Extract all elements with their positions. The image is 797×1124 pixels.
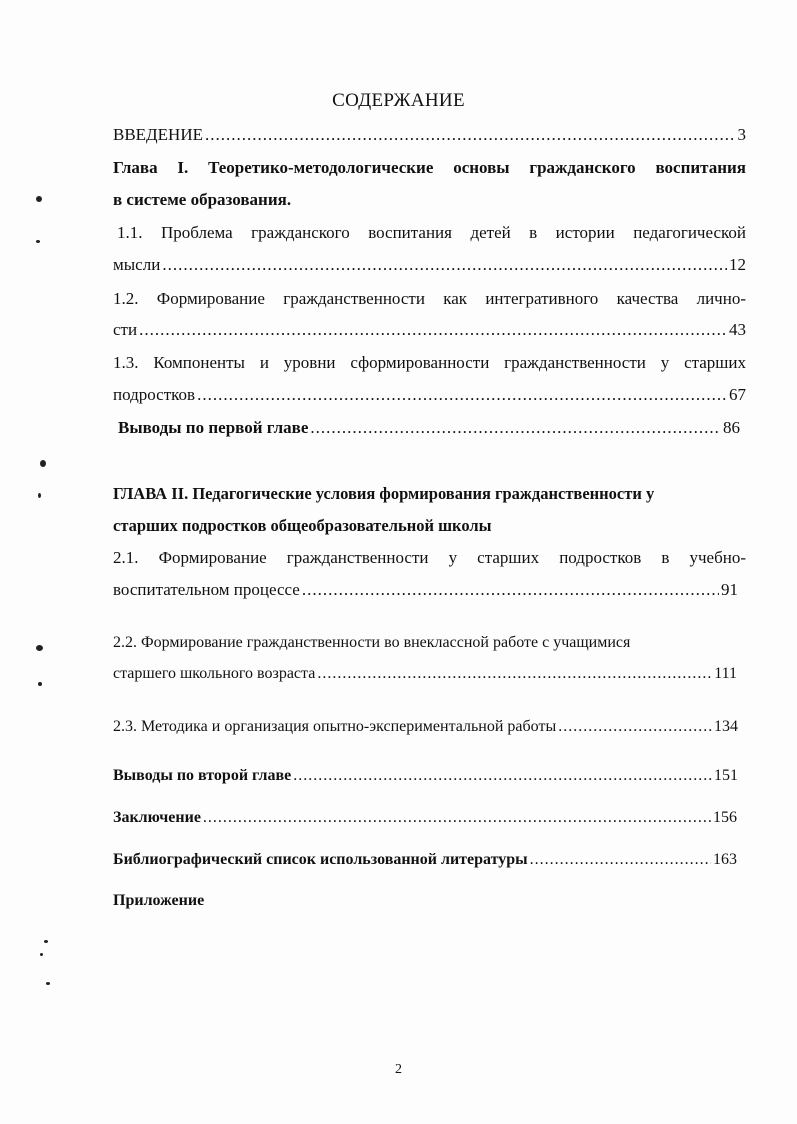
toc-entry-1-3 xyxy=(113,385,746,405)
toc-entry-2-3 xyxy=(113,717,738,737)
leader-dots xyxy=(530,850,711,870)
toc-entry-label: 2.3. Методика и организация опытно-экспериментальной работы xyxy=(113,718,557,735)
leader-dots xyxy=(203,808,711,828)
toc-entry-label: Библиографический список использованной литературы xyxy=(113,851,528,868)
scan-speck xyxy=(40,953,43,956)
scan-speck xyxy=(36,240,40,243)
toc-entry-2-2-line1: 2.2. Формирование гражданственности во внеклассной работе с учащимися xyxy=(113,634,631,651)
scan-speck xyxy=(38,493,41,498)
leader-dots xyxy=(293,766,712,786)
leader-dots xyxy=(162,255,727,275)
scan-speck xyxy=(44,940,48,943)
toc-entry-label: Выводы по второй главе xyxy=(113,767,292,784)
leader-dots xyxy=(197,385,727,405)
toc-entry-label: ВВЕДЕНИЕ xyxy=(113,125,203,144)
toc-entry-label: Заключение xyxy=(113,809,201,826)
scan-speck xyxy=(38,682,42,686)
leader-dots xyxy=(205,125,736,145)
toc-page-number: 86 xyxy=(723,418,740,437)
toc-entry-conclusion xyxy=(113,808,737,828)
toc-entry-label: старшего школьного возраста xyxy=(113,665,316,682)
toc-page-number: 111 xyxy=(714,665,737,682)
toc-entry-1-2 xyxy=(113,320,746,340)
toc-entry-label: мысли xyxy=(113,255,161,274)
toc-entry-label: воспитательном процессе xyxy=(113,580,300,599)
toc-page-number: 12 xyxy=(729,255,746,274)
page-title: СОДЕРЖАНИЕ xyxy=(332,90,465,111)
toc-page-number: 3 xyxy=(737,125,746,144)
leader-dots xyxy=(139,320,727,340)
toc-page-number: 91 xyxy=(721,580,738,599)
toc-page-number: 163 xyxy=(713,851,737,868)
toc-entry-appendix: Приложение xyxy=(113,892,205,909)
toc-entry-label: Выводы по первой главе xyxy=(118,418,309,437)
toc-entry-label: сти xyxy=(113,320,138,339)
toc-entry-1-1 xyxy=(113,255,746,275)
toc-page-number: 134 xyxy=(714,718,738,735)
leader-dots xyxy=(558,717,712,737)
toc-entry-1-3-line1: 1.3. Компоненты и уровни сформированности гражданственности у старших xyxy=(113,353,746,372)
leader-dots xyxy=(317,664,712,684)
toc-entry-conclusions-2 xyxy=(113,766,738,786)
leader-dots xyxy=(310,418,721,438)
scan-speck xyxy=(40,460,46,467)
chapter-2-heading-line2: старших подростков общеобразовательной школы xyxy=(113,516,492,535)
chapter-1-heading-line1: Глава I. Теоретико-методологические основы гражданского воспитания xyxy=(113,158,746,177)
toc-entry-intro xyxy=(113,125,746,145)
toc-page-number: 67 xyxy=(729,385,746,404)
toc-page-number: 43 xyxy=(729,320,746,339)
toc-entry-1-2-line1: 1.2. Формирование гражданственности как интегративного качества лично- xyxy=(113,289,746,308)
scan-speck xyxy=(46,982,50,985)
chapter-1-heading-line2: в системе образования. xyxy=(113,190,292,209)
toc-page-number: 151 xyxy=(714,767,738,784)
toc-entry-label: подростков xyxy=(113,385,196,404)
toc-page-number: 156 xyxy=(713,809,737,826)
toc-entry-2-1 xyxy=(113,580,738,600)
toc-entry-2-2 xyxy=(113,664,737,684)
scan-speck xyxy=(36,196,42,202)
leader-dots xyxy=(302,580,719,600)
chapter-2-heading-line1: ГЛАВА II. Педагогические условия формирования гражданственности у xyxy=(113,484,655,503)
toc-entry-bibliography xyxy=(113,850,737,870)
scan-speck xyxy=(36,645,43,651)
toc-entry-conclusions-1 xyxy=(118,418,740,438)
toc-entry-2-1-line1: 2.1. Формирование гражданственности у старших подростков в учебно- xyxy=(113,548,746,567)
page-number: 2 xyxy=(395,1062,402,1077)
toc-entry-1-1-line1: 1.1. Проблема гражданского воспитания детей в истории педагогической xyxy=(117,223,746,242)
